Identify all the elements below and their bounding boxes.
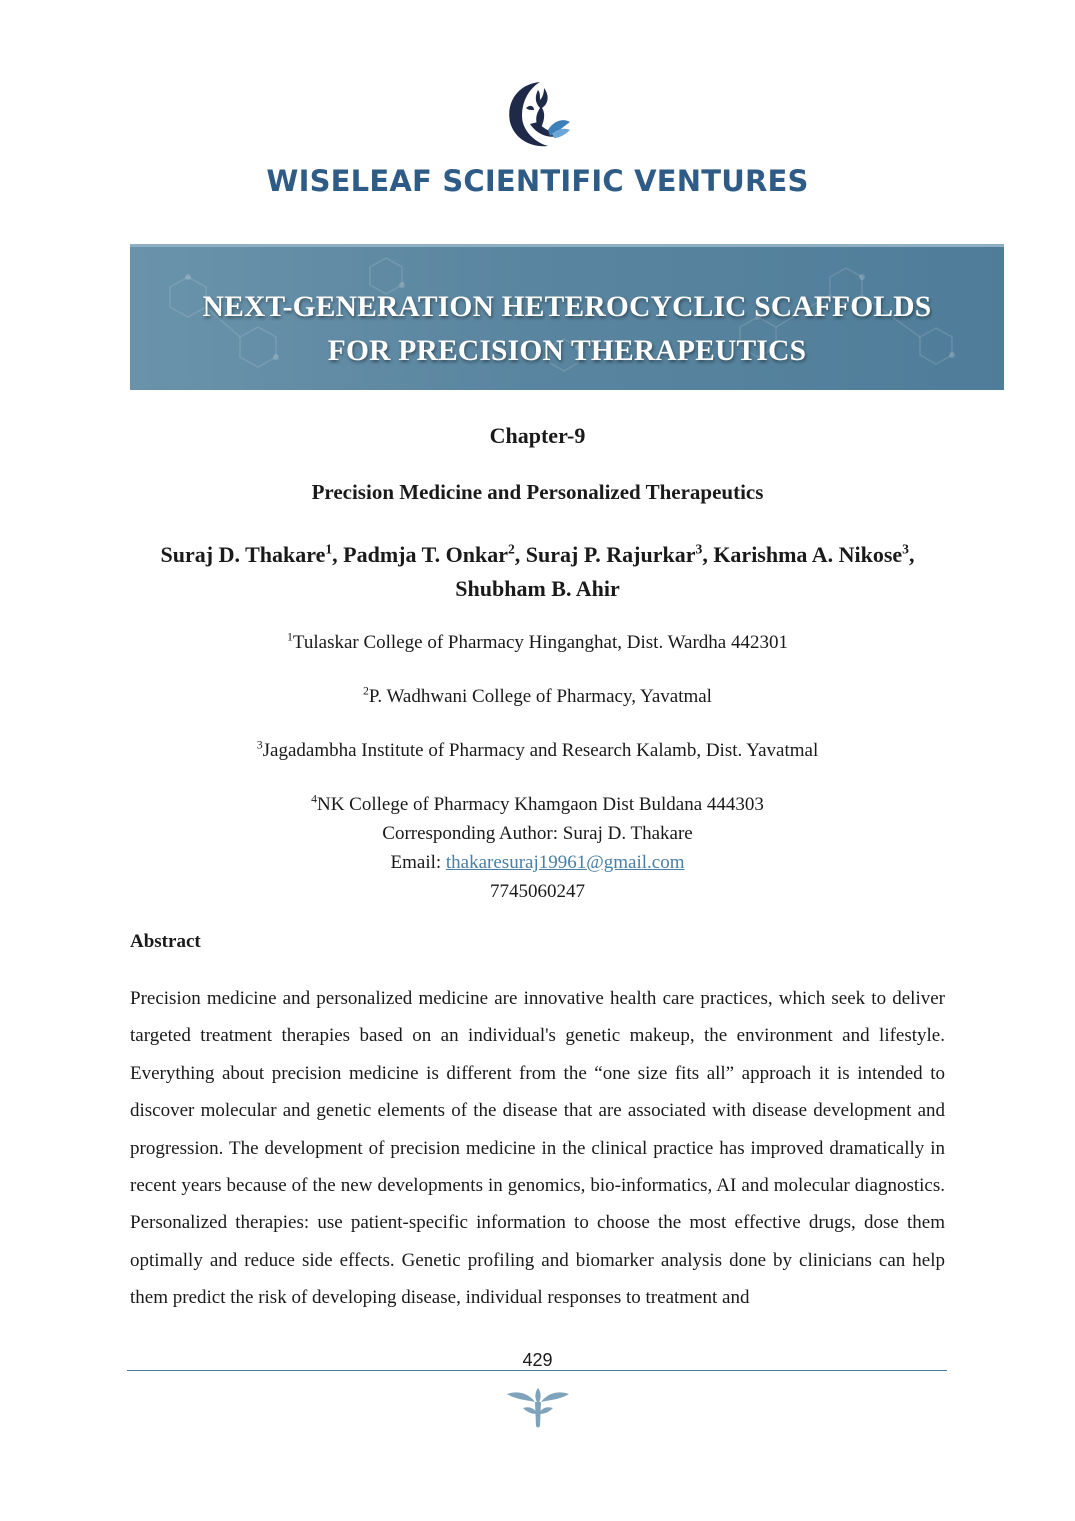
affiliation-text: Tulaskar College of Pharmacy Hinganghat, Dist. Wardha 442301 bbox=[292, 632, 788, 653]
author-affiliation-marker: 1 bbox=[325, 541, 333, 557]
author-separator: , bbox=[908, 542, 915, 567]
affiliation-1 bbox=[0, 628, 1075, 657]
leaf-trident-icon bbox=[505, 1386, 571, 1430]
author-name: Karishma A. Nikose bbox=[713, 542, 903, 567]
author-name: Shubham B. Ahir bbox=[455, 576, 620, 601]
author-affiliation-marker: 3 bbox=[695, 541, 703, 557]
affiliation-marker: 3 bbox=[256, 738, 263, 752]
book-title bbox=[130, 285, 1004, 373]
book-title-line-1: NEXT-GENERATION HETEROCYCLIC SCAFFOLDS bbox=[202, 291, 932, 323]
author-list bbox=[130, 538, 945, 606]
affiliation-marker: 4 bbox=[311, 792, 317, 806]
affiliation-4 bbox=[0, 790, 1075, 819]
affiliation-text: Jagadambha Institute of Pharmacy and Research Kalamb, Dist. Yavatmal bbox=[262, 740, 819, 761]
author-name: Padmja T. Onkar bbox=[343, 542, 508, 567]
affiliation-3 bbox=[0, 736, 1075, 765]
footer-divider bbox=[127, 1370, 947, 1371]
abstract-heading: Abstract bbox=[130, 931, 201, 952]
affiliation-text: P. Wadhwani College of Pharmacy, Yavatmal bbox=[368, 686, 712, 707]
corresponding-author: Corresponding Author: Suraj D. Thakare bbox=[382, 823, 693, 844]
page-number: 429 bbox=[522, 1350, 553, 1370]
email-label: Email: bbox=[390, 852, 446, 873]
affiliation-text: NK College of Pharmacy Khamgaon Dist Buldana 444303 bbox=[316, 794, 764, 815]
author-name: Suraj D. Thakare bbox=[160, 542, 326, 567]
affiliation-marker: 2 bbox=[363, 684, 369, 698]
publisher-logo bbox=[500, 78, 576, 152]
chapter-title: Precision Medicine and Personalized Therapeutics bbox=[311, 480, 764, 504]
author-name: Suraj P. Rajurkar bbox=[525, 542, 696, 567]
contact-block bbox=[0, 790, 1075, 906]
email-line bbox=[0, 848, 1075, 877]
chapter-number: Chapter-9 bbox=[489, 423, 586, 448]
author-separator: , bbox=[702, 542, 714, 567]
book-title-banner bbox=[130, 244, 1004, 390]
book-title-line-2: FOR PRECISION THERAPEUTICS bbox=[327, 335, 807, 367]
publisher-name: WISELEAF SCIENTIFIC VENTURES bbox=[266, 164, 809, 198]
author-affiliation-marker: 3 bbox=[902, 541, 909, 557]
abstract-text: Precision medicine and personalized medicine are innovative health care practices, which seek to deliver targeted treatment therapies based on an individual's genetic makeup, the environment and lifestyle. Everything about precision medicine is different from the “one size fits all” approach it is intended to discover molecular and genetic elements of the disease that are associated with disease development and progression. The development of precision medicine in the clinical practice has improved dramatically in recent years because of the new developments in genomics, bio-informatics, AI and molecular diagnostics. Personalized therapies: use patient-specific information to choose the most effective drugs, dose them optimally and reduce side effects. Genetic profiling and biomarker analysis done by clinicians can help them predict the risk of developing disease, individual responses to treatment and bbox=[130, 988, 945, 1309]
author-separator: , bbox=[514, 542, 526, 567]
author-separator: , bbox=[332, 542, 344, 567]
email-link[interactable]: thakaresuraj19961@gmail.com bbox=[445, 852, 685, 873]
affiliation-2 bbox=[0, 682, 1075, 711]
affiliation-marker: 1 bbox=[287, 630, 293, 644]
phone-number: 7745060247 bbox=[490, 881, 585, 902]
author-affiliation-marker: 2 bbox=[507, 541, 515, 557]
